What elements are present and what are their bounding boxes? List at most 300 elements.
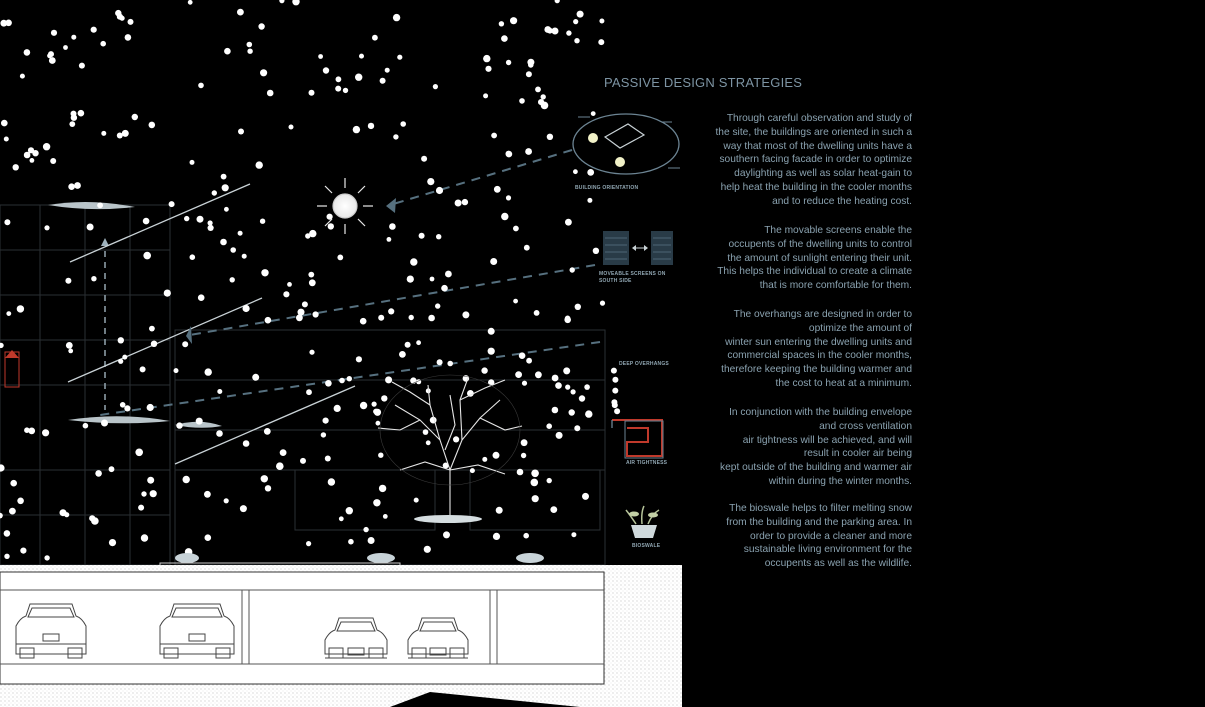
snowflake xyxy=(614,408,620,414)
snowflake xyxy=(78,110,85,117)
snowflake xyxy=(296,314,303,321)
snowflake xyxy=(433,84,438,89)
snow-mounds xyxy=(175,553,544,563)
snowflake xyxy=(109,466,115,472)
snowflake xyxy=(302,301,308,307)
snowflake xyxy=(546,423,552,429)
snowflake xyxy=(523,533,529,539)
snowflake xyxy=(591,111,596,116)
snowflake xyxy=(323,418,329,424)
snowflake xyxy=(43,143,50,150)
snowflake xyxy=(550,506,557,513)
snowflake xyxy=(363,527,368,532)
snowflake xyxy=(447,361,453,367)
snowflake xyxy=(521,453,526,458)
snowflake xyxy=(150,490,157,497)
snowflake xyxy=(120,402,126,408)
snowflake xyxy=(258,23,264,29)
snowflake xyxy=(68,183,75,190)
snowflake xyxy=(240,505,247,512)
snowflake xyxy=(265,317,272,324)
label-movable-screens: MOVEABLE SCREENS ON SOUTH SIDE xyxy=(599,271,666,284)
snowflake xyxy=(87,224,94,231)
snowflake xyxy=(309,279,316,286)
snowflake xyxy=(574,38,579,43)
snowflake xyxy=(353,126,360,133)
snowflake xyxy=(50,158,56,164)
snowflake xyxy=(339,378,345,384)
snowflake xyxy=(4,530,11,537)
snowflake xyxy=(120,16,125,21)
snowflake xyxy=(24,49,31,56)
snowflake xyxy=(383,514,388,519)
snowflake xyxy=(91,27,97,33)
snowflake xyxy=(140,366,146,372)
snowflake xyxy=(565,385,570,390)
snowflake xyxy=(66,342,73,349)
snowflake xyxy=(141,491,146,496)
snowflake xyxy=(101,131,106,136)
snowflake xyxy=(169,201,175,207)
snowflake xyxy=(510,17,517,24)
snowflake xyxy=(524,245,530,251)
snowflake xyxy=(521,439,528,446)
snowflake xyxy=(115,10,121,16)
strategy-text-overhangs: The overhangs are designed in order to optimize the amount of winter sun entering the dwelling units and commercial spaces in the cooler months, therefore keeping the building warmer and the cost to heat at a minimum. xyxy=(721,309,912,389)
snowflake xyxy=(563,367,570,374)
snowflake xyxy=(582,493,589,500)
snowflake xyxy=(230,247,236,253)
snowflake xyxy=(265,485,271,491)
snowflake xyxy=(435,303,440,308)
snowflake xyxy=(517,469,524,476)
snowflake xyxy=(462,311,469,318)
snowflake xyxy=(97,202,103,208)
snowflake xyxy=(355,74,362,81)
snowflake xyxy=(71,35,76,40)
snowflake xyxy=(308,272,314,278)
snowflake xyxy=(513,226,519,232)
snowflake xyxy=(483,55,490,62)
snowflake xyxy=(547,134,553,140)
snowflake xyxy=(611,399,617,405)
snowflake xyxy=(593,248,599,254)
snowflake xyxy=(393,134,398,139)
snowflake xyxy=(346,507,353,514)
snowflake xyxy=(388,308,394,314)
snowflake xyxy=(400,121,406,127)
snowflake xyxy=(573,19,578,24)
label-bioswale: BIOSWALE xyxy=(632,543,661,549)
snowflake xyxy=(424,546,431,553)
snowflake xyxy=(17,305,24,312)
snowflake xyxy=(334,405,341,412)
snowflake xyxy=(100,41,106,47)
snowflake xyxy=(164,290,171,297)
snowflake xyxy=(587,198,592,203)
snowflake xyxy=(5,20,12,27)
snowflake xyxy=(74,182,81,189)
tree-icon xyxy=(378,375,522,523)
snowflake xyxy=(188,0,193,5)
snowflake xyxy=(573,169,578,174)
snowflake xyxy=(564,317,571,324)
snowflake xyxy=(6,311,11,316)
snowflake xyxy=(328,223,334,229)
snowflake xyxy=(490,258,497,265)
snowflake xyxy=(135,449,143,457)
snowflake xyxy=(455,200,462,207)
snowflake xyxy=(44,225,49,230)
snowflake xyxy=(242,254,247,259)
snowflake xyxy=(483,93,488,98)
snowflake xyxy=(427,178,434,185)
snowflake xyxy=(124,405,130,411)
snowflake xyxy=(445,271,452,278)
snowflake xyxy=(51,30,57,36)
snowflake xyxy=(426,440,431,445)
snowflake xyxy=(496,507,503,514)
snowflake xyxy=(493,533,500,540)
snowflake xyxy=(289,125,294,130)
snowflake xyxy=(535,371,542,378)
snowflake xyxy=(71,111,77,117)
snowflake xyxy=(534,310,540,316)
snowflake xyxy=(0,343,4,348)
snowflake xyxy=(339,516,344,521)
snowflake xyxy=(493,452,500,459)
snowflake xyxy=(261,269,268,276)
snowflake xyxy=(488,328,495,335)
snowflake xyxy=(217,389,222,394)
snowflake xyxy=(405,342,411,348)
snowflake xyxy=(522,381,527,386)
snowflake xyxy=(552,407,559,414)
snowflake xyxy=(198,294,205,301)
snowflake xyxy=(359,54,364,59)
snowflake xyxy=(393,14,400,21)
snowflake xyxy=(575,304,581,310)
snowflake xyxy=(555,382,562,389)
snowflake xyxy=(68,349,73,354)
snowflake xyxy=(494,186,501,193)
snowflake xyxy=(4,554,9,559)
overhang-roofs xyxy=(48,202,222,428)
snowflake xyxy=(374,409,381,416)
snowflake xyxy=(506,151,513,158)
snowflake xyxy=(20,548,26,554)
snowflake xyxy=(462,199,468,205)
snowflake xyxy=(348,539,354,545)
snowflake xyxy=(481,367,487,373)
snowflake xyxy=(506,195,511,200)
snowflake xyxy=(174,368,179,373)
snowflake xyxy=(4,137,9,142)
snowflake xyxy=(381,395,387,401)
snowflake xyxy=(368,123,374,129)
snowflake xyxy=(552,375,559,382)
snowflake xyxy=(184,216,189,221)
snowflake xyxy=(347,376,352,381)
snowflake xyxy=(360,318,367,325)
snowflake xyxy=(599,19,604,24)
snowflake xyxy=(309,350,314,355)
snowflake xyxy=(336,76,342,82)
snowflake xyxy=(63,45,68,50)
snowflake xyxy=(247,49,252,54)
snowflake xyxy=(283,291,289,297)
snowflake xyxy=(176,422,182,428)
snowflake xyxy=(566,30,571,35)
snowflake xyxy=(230,277,235,282)
snowflake xyxy=(552,28,559,35)
snowflake xyxy=(138,505,144,511)
snowflake xyxy=(585,410,592,417)
snowflake xyxy=(372,35,378,41)
snowflake xyxy=(323,67,329,73)
snowflake xyxy=(204,491,211,498)
snowflake xyxy=(280,449,287,456)
snowflake xyxy=(212,190,217,195)
strategy-text-orientation: Through careful observation and study of the site, the buildings are oriented in such a way that most of the dwelling units have a southern facing facade in order to optimize daylighting as well as solar heat-gain to help heat the building in the cooler months and to reduce the heating cost. xyxy=(715,113,912,207)
snowflake xyxy=(95,470,102,477)
snowflake xyxy=(379,485,386,492)
snowflake xyxy=(147,404,154,411)
snowflake xyxy=(526,358,532,364)
snowflake xyxy=(48,51,54,57)
label-deep-overhangs: DEEP OVERHANGS xyxy=(619,361,669,367)
snowflake xyxy=(414,498,419,503)
snowflake xyxy=(443,531,450,538)
snowflake xyxy=(267,90,274,97)
label-building-orientation: BUILDING ORIENTATION xyxy=(575,185,639,191)
label-air-tightness: AIR TIGHTNESS xyxy=(626,460,668,466)
snowflake xyxy=(224,48,231,55)
snowflake xyxy=(430,277,435,282)
snowflake xyxy=(208,220,213,225)
snowflake xyxy=(325,380,332,387)
snowflake xyxy=(565,219,572,226)
snowflake xyxy=(0,513,3,519)
snowflake xyxy=(237,9,244,16)
snowflake xyxy=(409,315,414,320)
snowflake xyxy=(91,517,99,525)
snowflake xyxy=(556,432,563,439)
snowflake xyxy=(485,66,491,72)
snowflake xyxy=(208,225,214,231)
snowflake xyxy=(541,94,546,99)
snowflake xyxy=(122,130,129,137)
snowflake xyxy=(482,457,487,462)
snowflake xyxy=(13,164,19,170)
snowflake xyxy=(501,213,508,220)
snowflake xyxy=(309,90,315,96)
snowflake xyxy=(436,234,441,239)
snowflake xyxy=(441,285,448,292)
snowflake xyxy=(101,420,108,427)
snowflake xyxy=(247,42,253,48)
snowflake xyxy=(587,169,594,176)
snowflake xyxy=(453,436,459,442)
snowflake xyxy=(325,456,331,462)
snowflake xyxy=(264,428,271,435)
snowflake xyxy=(276,462,284,470)
page-title: PASSIVE DESIGN STRATEGIES xyxy=(604,75,803,90)
snowflake xyxy=(515,371,522,378)
snowflake xyxy=(147,477,154,484)
movable-screens-icon xyxy=(603,231,673,265)
snowflake xyxy=(385,376,392,383)
snowflake xyxy=(256,161,263,168)
snowflake xyxy=(216,430,223,437)
snowflake xyxy=(584,384,590,390)
snowflake xyxy=(385,68,390,73)
bioswale-icon xyxy=(626,506,659,538)
snowflake xyxy=(499,21,504,26)
snowflake xyxy=(17,498,24,505)
snowflake xyxy=(416,340,421,345)
snowflake xyxy=(612,388,618,394)
building-outline xyxy=(0,205,605,565)
snowflake xyxy=(222,184,229,191)
snowflake xyxy=(380,78,386,84)
snowflake xyxy=(535,87,541,93)
snowflake xyxy=(205,534,212,541)
snowflake xyxy=(538,99,544,105)
snowflake xyxy=(196,418,203,425)
snowflake xyxy=(24,427,30,433)
snowflake xyxy=(149,122,156,129)
snowflake xyxy=(612,377,618,383)
snowflake xyxy=(69,121,75,127)
snowflake xyxy=(501,35,508,42)
snowflake xyxy=(491,133,497,139)
snowflake xyxy=(519,352,526,359)
snowflake xyxy=(611,368,617,374)
snowflake xyxy=(243,305,250,312)
snowflake xyxy=(321,432,326,437)
snowflake xyxy=(149,326,155,332)
snowflake xyxy=(83,423,89,429)
snowflake xyxy=(9,508,16,515)
snowflake xyxy=(118,359,123,364)
snowflake xyxy=(151,341,157,347)
snowflake xyxy=(0,464,5,471)
snowflake xyxy=(4,219,10,225)
snowflake xyxy=(574,425,580,431)
snowflake xyxy=(79,63,85,69)
snowflake xyxy=(118,337,124,343)
snowflake xyxy=(117,133,123,139)
snowflake xyxy=(60,509,67,516)
snowflake xyxy=(423,429,429,435)
snowflake xyxy=(224,207,229,212)
snowflake xyxy=(279,0,284,3)
snowflake xyxy=(65,278,71,284)
snowflake xyxy=(141,534,148,541)
snowflake xyxy=(337,255,343,261)
snowflake xyxy=(526,71,532,77)
snowflake xyxy=(1,120,8,127)
snowflake xyxy=(132,114,138,120)
snowflake xyxy=(309,230,316,237)
snowflake xyxy=(600,301,605,306)
snowflake xyxy=(528,62,534,68)
snowflake xyxy=(544,26,551,33)
snowflake xyxy=(198,83,204,89)
snowflake xyxy=(410,258,417,265)
snowflake xyxy=(569,409,575,415)
snowflake xyxy=(224,498,229,503)
snowflake xyxy=(372,402,377,407)
snowflake xyxy=(260,219,265,224)
snowflake xyxy=(399,351,406,358)
snowflake xyxy=(125,34,132,41)
snowflake xyxy=(532,495,539,502)
snowflake xyxy=(328,478,335,485)
snowflake xyxy=(470,468,475,473)
snowflake xyxy=(436,187,443,194)
snowflake xyxy=(30,158,35,163)
snowflake xyxy=(571,532,576,537)
strategy-text-air-tightness: In conjunction with the building envelope and cross ventilation air tightness will be achieved, and will result in cooler air being kept outside of the building and warmer air within during the winter months. xyxy=(720,407,912,487)
snowflake xyxy=(397,55,402,60)
strategy-text-bioswale: The bioswale helps to filter melting snow from the building and the parking area. In order to provide a cleaner and more sustainable living environment for the occupents as well as the wildlife. xyxy=(726,503,912,570)
snowflake xyxy=(368,537,375,544)
snowflake xyxy=(547,478,552,483)
snowflake xyxy=(287,282,292,287)
air-tightness-icon xyxy=(612,420,663,458)
snowflake xyxy=(238,231,243,236)
snowflake xyxy=(313,311,319,317)
snowflake xyxy=(91,276,96,281)
snowflake xyxy=(261,475,268,482)
snowflake xyxy=(143,218,150,225)
snowflake xyxy=(378,453,383,458)
snowflake xyxy=(42,429,49,436)
snowflake xyxy=(243,440,250,447)
snowflake xyxy=(428,315,435,322)
snowflake xyxy=(20,74,25,79)
strategy-text-screens: The movable screens enable the occupents of the dwelling units to control the amount of sunlight entering their unit. This helps the individual to create a climate that is more comfortable for them. xyxy=(717,225,912,292)
snowflake xyxy=(571,389,576,394)
snowflake xyxy=(44,555,49,560)
snowflake xyxy=(128,19,134,25)
snowflake xyxy=(376,421,381,426)
snowflake xyxy=(506,60,511,65)
snowflake xyxy=(513,299,518,304)
snowflake xyxy=(519,98,525,104)
snowflake xyxy=(306,541,311,546)
snowflake xyxy=(292,0,299,5)
snowflake xyxy=(109,539,116,546)
snowflake xyxy=(419,233,425,239)
snowflake xyxy=(356,356,362,362)
snowflake xyxy=(421,156,427,162)
snowflake xyxy=(335,86,341,92)
snowflake xyxy=(28,147,34,153)
snowflake xyxy=(190,254,196,260)
snowflake xyxy=(300,458,306,464)
snowflake xyxy=(190,160,195,165)
snowflake xyxy=(122,355,127,360)
snowflake xyxy=(407,276,414,283)
snowflake xyxy=(183,476,190,483)
snowflake xyxy=(389,223,396,230)
snowflake xyxy=(373,499,380,506)
sun-icon xyxy=(317,178,373,234)
snowflake xyxy=(260,69,267,76)
